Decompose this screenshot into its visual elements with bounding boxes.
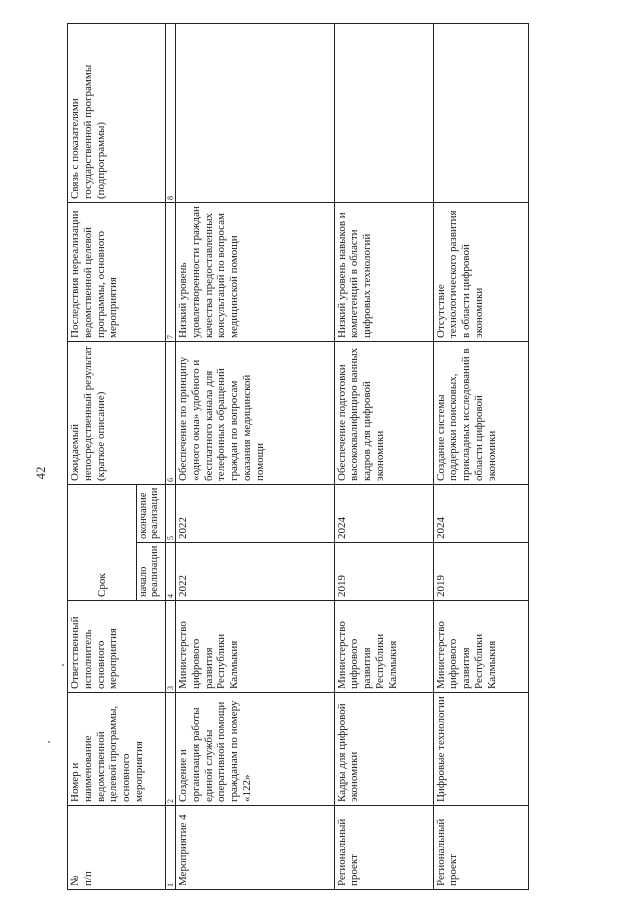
header-term: Срок xyxy=(68,485,137,601)
expected-result-cell: Создание системы поддержки поисковых, прикладных исследований в области цифровой экономики xyxy=(433,342,528,485)
table-header-row xyxy=(68,24,137,890)
column-number: 8 xyxy=(166,24,176,203)
column-number: 5 xyxy=(166,485,176,543)
table-row xyxy=(176,24,335,890)
header-indicator-link: Связь с показателями государственной программы (подпрограммы) xyxy=(68,24,166,203)
end-year-cell: 2024 xyxy=(433,485,528,543)
row-number-cell: Региональный проект xyxy=(433,806,528,890)
start-year-cell: 2022 xyxy=(176,543,335,601)
indicator-link-cell xyxy=(334,24,433,203)
expected-result-cell: Обеспечение подготовки высококвалифициро ванных кадров для цифровой экономики xyxy=(334,342,433,485)
header-consequences: Последствия нереализации ведомственной целевой программы, основного мероприятия xyxy=(68,203,166,342)
table-row xyxy=(334,24,433,890)
consequence-cell: Низкий уровень навыков и компетенций в области цифровых технологий xyxy=(334,203,433,342)
executor-cell: Министерство цифрового развития Республики Калмыкия xyxy=(176,601,335,693)
expected-result-cell: Обеспечение по принципу «одного окна» удобного и бесплатного канала для телефонных обращений граждан по вопросам оказания медицинской помощи xyxy=(176,342,335,485)
scan-speck xyxy=(48,741,50,743)
executor-cell: Министерство цифрового развития Республики Калмыкия xyxy=(334,601,433,693)
header-number: № п/п xyxy=(68,806,166,890)
column-number: 4 xyxy=(166,543,176,601)
page-number: 42 xyxy=(33,466,48,480)
indicator-link-cell xyxy=(433,24,528,203)
start-year-cell: 2019 xyxy=(433,543,528,601)
column-number: 7 xyxy=(166,203,176,342)
header-executor: Ответственный исполнитель основного мероприятия xyxy=(68,601,166,693)
header-expected-result: Ожидаемый непосредственный результат (краткое описание) xyxy=(68,342,166,485)
header-end: окончание реализации xyxy=(137,485,166,543)
consequence-cell: Низкий уровень удовлетворенности граждан качества предоставленных консультаций по вопросам медицинской помощи xyxy=(176,203,335,342)
column-number: 3 xyxy=(166,601,176,693)
header-program-name: Номер и наименование ведомственной целевой программы, основного мероприятия xyxy=(68,693,166,806)
column-number-row xyxy=(166,24,176,890)
column-number: 6 xyxy=(166,342,176,485)
column-number: 1 xyxy=(166,806,176,890)
table-row xyxy=(433,24,528,890)
row-number-cell: Региональный проект xyxy=(334,806,433,890)
end-year-cell: 2022 xyxy=(176,485,335,543)
rotated-page-content xyxy=(59,0,640,905)
program-measures-table xyxy=(67,23,529,890)
executor-cell: Министерство цифрового развития Республики Калмыкия xyxy=(433,601,528,693)
consequence-cell: Отсутствие технологического развития в области цифровой экономики xyxy=(433,203,528,342)
column-number: 2 xyxy=(166,693,176,806)
scan-speck xyxy=(62,664,64,666)
row-number-cell: Мероприятие 4 xyxy=(176,806,335,890)
indicator-link-cell xyxy=(176,24,335,203)
program-name-cell: Кадры для цифровой экономики xyxy=(334,693,433,806)
program-name-cell: Создение и организация работы единой службы оперативной помощи гражданам по номеру «122» xyxy=(176,693,335,806)
start-year-cell: 2019 xyxy=(334,543,433,601)
header-start: начало реализации xyxy=(137,543,166,601)
end-year-cell: 2024 xyxy=(334,485,433,543)
program-name-cell: Цифровые технологии xyxy=(433,693,528,806)
